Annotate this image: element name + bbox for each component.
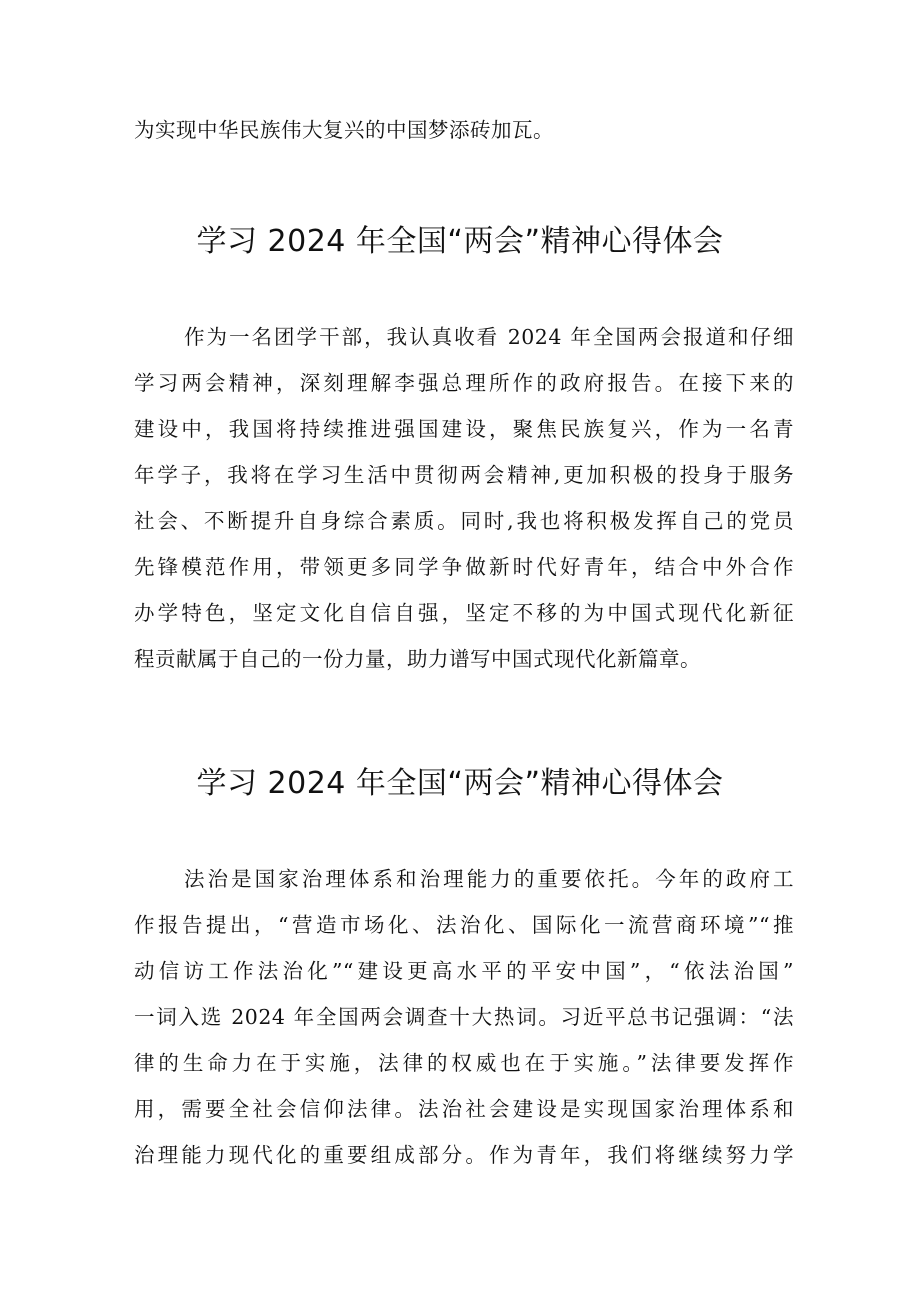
intro-paragraph-line: 为实现中华民族伟大复兴的中国梦添砖加瓦。 [134,118,554,142]
paragraph-line: 律的生命力在于实施，法律的权威也在于实施。”法律要发挥作 [134,1051,794,1075]
paragraph-line: 学习两会精神，深刻理解李强总理所作的政府报告。在接下来的 [134,371,794,395]
paragraph-line: 法治是国家治理体系和治理能力的重要依托。今年的政府工 [184,867,794,891]
paragraph-line: 先锋模范作用，带领更多同学争做新时代好青年，结合中外合作 [134,555,794,579]
paragraph-line: 作为一名团学干部，我认真收看 2024 年全国两会报道和仔细 [184,325,794,349]
paragraph-line: 办学特色，坚定文化自信自强，坚定不移的为中国式现代化新征 [134,601,794,625]
paragraph-line: 动信访工作法治化”“建设更高水平的平安中国”，“依法治国” [134,959,794,983]
paragraph-line: 程贡献属于自己的一份力量，助力谱写中国式现代化新篇章。 [134,647,701,671]
paragraph-line: 一词入选 2024 年全国两会调查十大热词。习近平总书记强调：“法 [134,1005,794,1029]
paragraph-line: 用，需要全社会信仰法律。法治社会建设是实现国家治理体系和 [134,1097,794,1121]
paragraph-line: 社会、不断提升自身综合素质。同时,我也将积极发挥自己的党员 [134,509,794,533]
paragraph-line: 治理能力现代化的重要组成部分。作为青年，我们将继续努力学 [134,1143,794,1167]
section-title: 学习 2024 年全国“两会”精神心得体会 [196,224,724,259]
paragraph-line: 作报告提出，“营造市场化、法治化、国际化一流营商环境”“推 [134,913,794,937]
section-title: 学习 2024 年全国“两会”精神心得体会 [196,766,724,801]
paragraph-line: 建设中，我国将持续推进强国建设，聚焦民族复兴，作为一名青 [134,417,794,441]
paragraph-line: 年学子，我将在学习生活中贯彻两会精神,更加积极的投身于服务 [134,463,794,487]
